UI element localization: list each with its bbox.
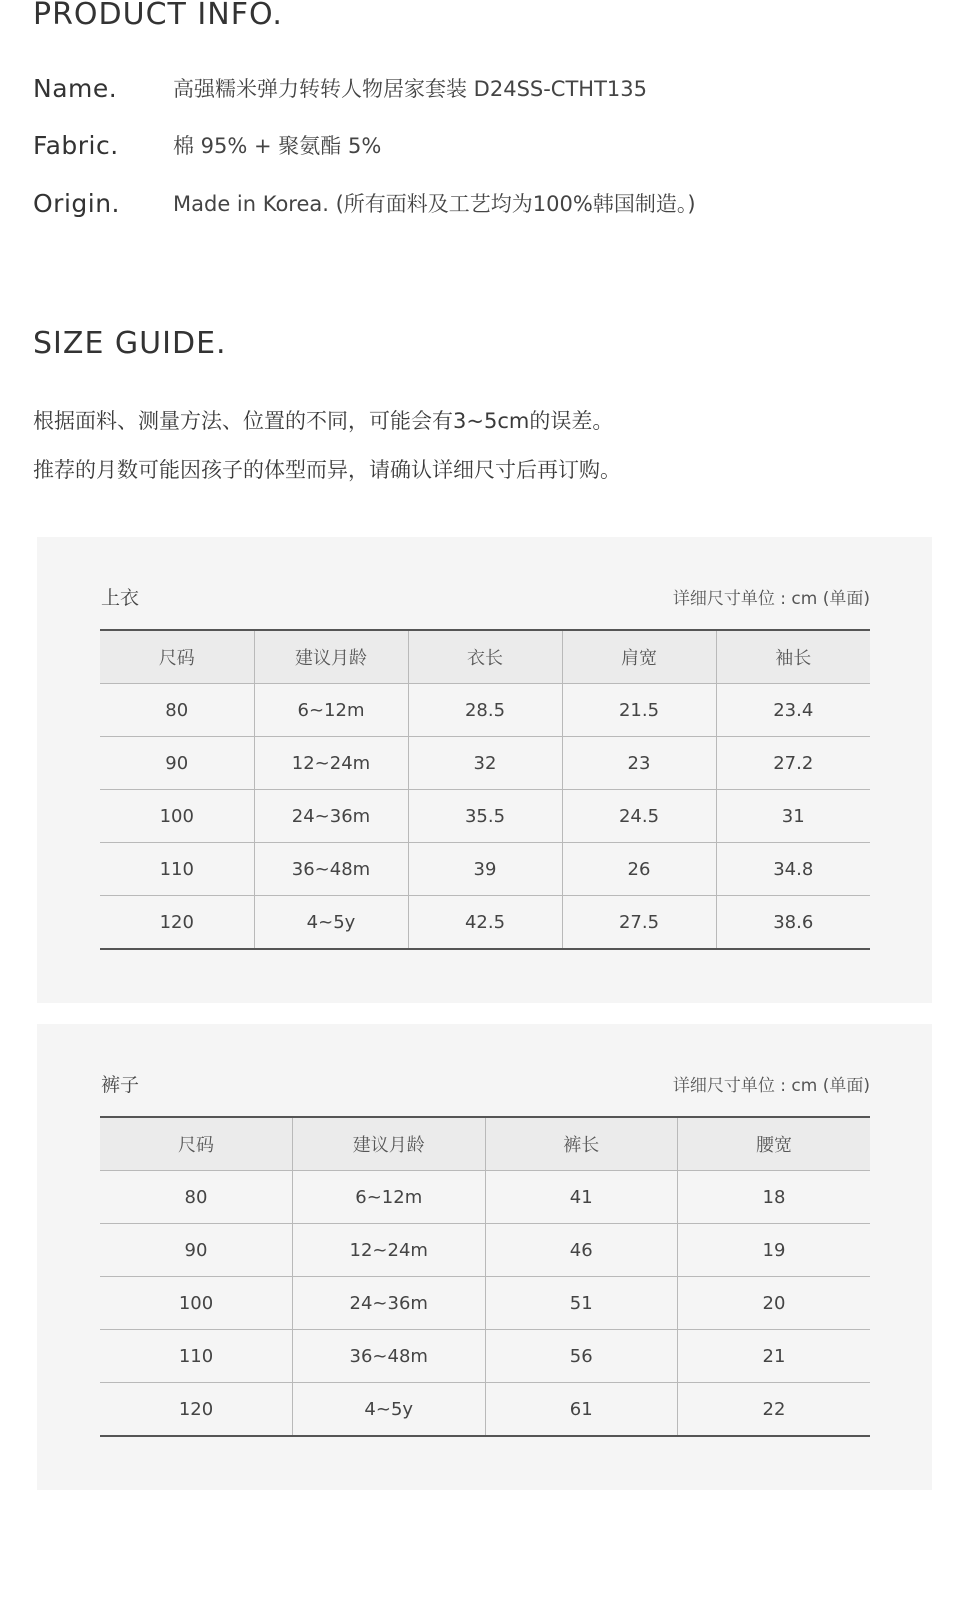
table-cell: 31: [716, 790, 870, 843]
table-cell: 36~48m: [254, 843, 408, 896]
table-cell: 18: [678, 1171, 871, 1224]
table-cell: 26: [562, 843, 716, 896]
table-cell: 90: [100, 1224, 293, 1277]
table-row: [100, 737, 870, 790]
table-cell: 22: [678, 1383, 871, 1437]
table-cell: 42.5: [408, 896, 562, 950]
column-header: 建议月龄: [293, 1117, 486, 1171]
size-guide-note: 推荐的月数可能因孩子的体型而异，请确认详细尺寸后再订购。: [33, 458, 621, 482]
table-cell: 110: [100, 1330, 293, 1383]
table-row: [100, 684, 870, 737]
table-cell: 6~12m: [254, 684, 408, 737]
column-header: 腰宽: [678, 1117, 871, 1171]
table-cell: 56: [485, 1330, 678, 1383]
pants-table-name: 裤子: [101, 1073, 140, 1096]
column-header: 袖长: [716, 630, 870, 684]
pants-unit-note: 详细尺寸单位 : cm (单面): [672, 1075, 870, 1096]
table-cell: 120: [100, 896, 254, 950]
table-cell: 51: [485, 1277, 678, 1330]
table-cell: 110: [100, 843, 254, 896]
table-row: [100, 1171, 870, 1224]
table-cell: 120: [100, 1383, 293, 1437]
table-row: [100, 1330, 870, 1383]
table-cell: 4~5y: [293, 1383, 486, 1437]
column-header: 建议月龄: [254, 630, 408, 684]
table-cell: 12~24m: [254, 737, 408, 790]
table-cell: 23: [562, 737, 716, 790]
table-header-row: [100, 630, 870, 684]
table-cell: 21: [678, 1330, 871, 1383]
table-cell: 80: [100, 1171, 293, 1224]
column-header: 尺码: [100, 1117, 293, 1171]
info-row-fabric: [33, 128, 381, 162]
tops-panel-header: [101, 583, 870, 609]
column-header: 裤长: [485, 1117, 678, 1171]
table-cell: 19: [678, 1224, 871, 1277]
size-guide-title: SIZE GUIDE.: [33, 326, 227, 361]
pants-panel-header: [101, 1070, 870, 1096]
table-cell: 32: [408, 737, 562, 790]
pants-size-panel: [37, 1024, 932, 1490]
info-row-name: [33, 71, 647, 105]
table-cell: 34.8: [716, 843, 870, 896]
table-cell: 36~48m: [293, 1330, 486, 1383]
column-header: 尺码: [100, 630, 254, 684]
table-cell: 39: [408, 843, 562, 896]
tops-size-panel: [37, 537, 932, 1003]
info-value-name: 高强糯米弹力转转人物居家套装 D24SS-CTHT135: [173, 77, 647, 101]
table-cell: 21.5: [562, 684, 716, 737]
table-row: [100, 790, 870, 843]
info-value-origin: Made in Korea. (所有面料及工艺均为100%韩国制造。): [173, 192, 696, 216]
table-cell: 24.5: [562, 790, 716, 843]
table-cell: 4~5y: [254, 896, 408, 950]
pants-size-table: [100, 1116, 870, 1437]
table-row: [100, 1383, 870, 1437]
table-cell: 20: [678, 1277, 871, 1330]
info-value-fabric: 棉 95% + 聚氨酯 5%: [173, 134, 382, 158]
table-cell: 12~24m: [293, 1224, 486, 1277]
table-cell: 6~12m: [293, 1171, 486, 1224]
tops-table-name: 上衣: [101, 586, 140, 609]
size-guide-note: 根据面料、测量方法、位置的不同，可能会有3~5cm的误差。: [33, 409, 614, 433]
table-cell: 27.2: [716, 737, 870, 790]
table-cell: 41: [485, 1171, 678, 1224]
table-cell: 27.5: [562, 896, 716, 950]
table-cell: 61: [485, 1383, 678, 1437]
column-header: 肩宽: [562, 630, 716, 684]
info-label-origin: Origin.: [33, 188, 121, 218]
table-row: [100, 843, 870, 896]
info-label-name: Name.: [33, 73, 118, 103]
table-row: [100, 896, 870, 950]
table-cell: 35.5: [408, 790, 562, 843]
table-row: [100, 1277, 870, 1330]
info-label-fabric: Fabric.: [33, 130, 119, 160]
table-cell: 38.6: [716, 896, 870, 950]
table-cell: 28.5: [408, 684, 562, 737]
table-cell: 80: [100, 684, 254, 737]
table-cell: 23.4: [716, 684, 870, 737]
table-cell: 100: [100, 1277, 293, 1330]
column-header: 衣长: [408, 630, 562, 684]
tops-unit-note: 详细尺寸单位 : cm (单面): [672, 588, 870, 609]
table-cell: 46: [485, 1224, 678, 1277]
tops-size-table: [100, 629, 870, 950]
table-cell: 90: [100, 737, 254, 790]
table-cell: 24~36m: [293, 1277, 486, 1330]
table-cell: 24~36m: [254, 790, 408, 843]
table-row: [100, 1224, 870, 1277]
info-row-origin: [33, 186, 696, 220]
table-header-row: [100, 1117, 870, 1171]
product-info-title: PRODUCT INFO.: [33, 0, 283, 32]
table-cell: 100: [100, 790, 254, 843]
